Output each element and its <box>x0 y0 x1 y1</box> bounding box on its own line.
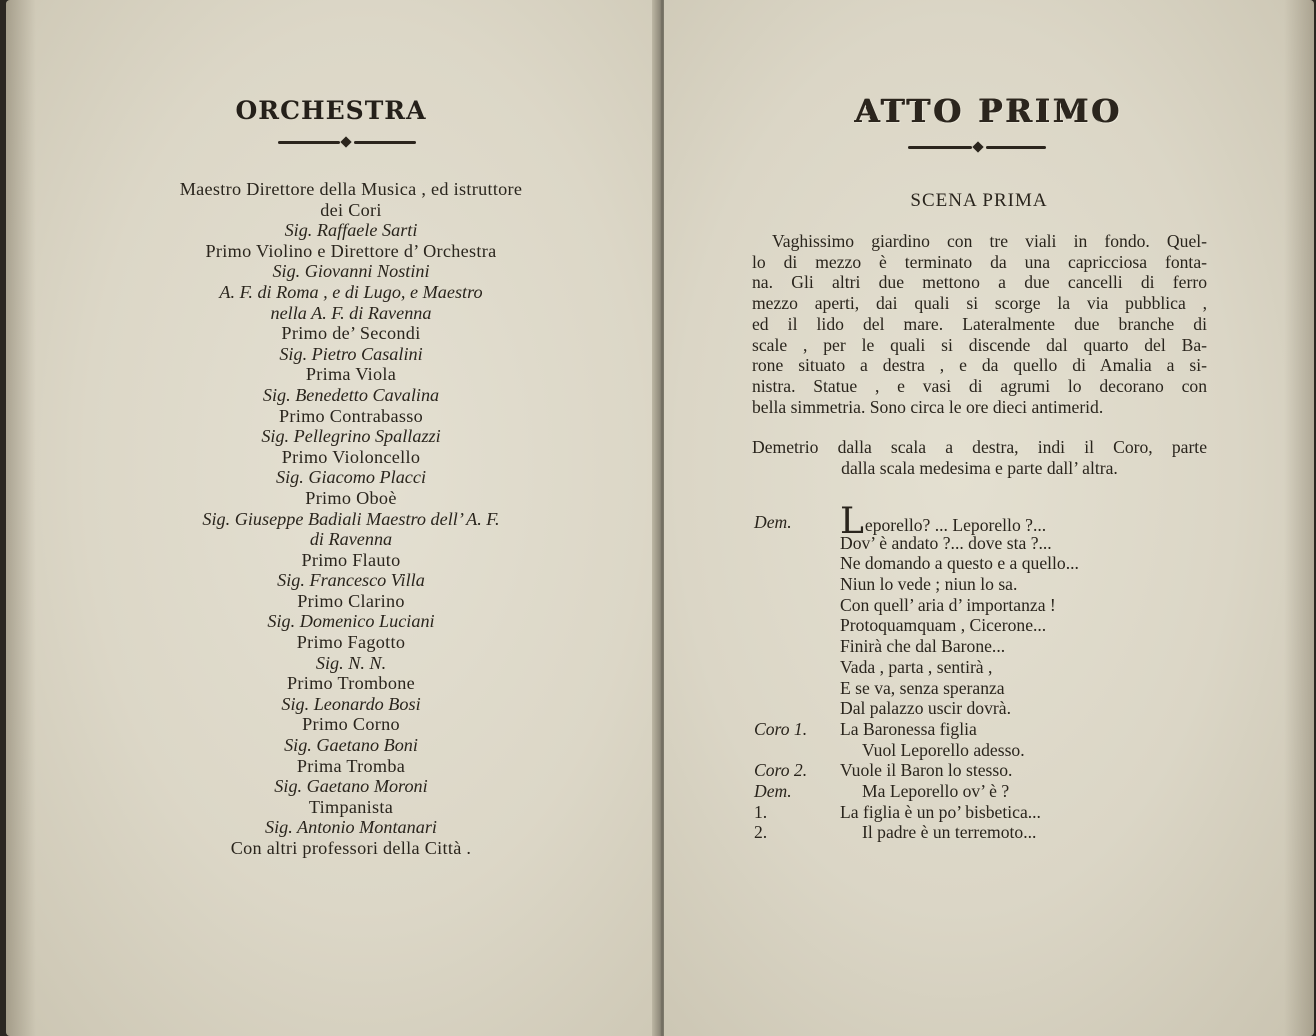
verse-text: E se va, senza speranza <box>840 677 1005 698</box>
dialogue-line <box>754 678 1224 699</box>
drop-cap-letter: L <box>840 501 864 542</box>
orchestra-role: Primo Flauto <box>301 549 401 570</box>
musician-name: Sig. Francesco Villa <box>277 570 425 591</box>
musician-name: Sig. N. N. <box>315 652 387 673</box>
scene-description <box>752 231 1207 417</box>
rule-segment <box>354 141 416 144</box>
verse-text: Niun lo vede ; niun lo sa. <box>840 574 1018 595</box>
entrance-direction <box>752 437 1207 478</box>
orchestra-role: Primo Corno <box>302 714 400 735</box>
musician-name: Sig. Benedetto Cavalina <box>262 384 440 405</box>
musician-name: Sig. Domenico Luciani <box>267 611 435 632</box>
orchestra-role: Primo Contrabasso <box>278 405 424 426</box>
rule-segment <box>278 141 340 144</box>
description-line: Vaghissimo giardino con tre viali in fondo. Quel- <box>772 231 1207 251</box>
orchestra-role: Prima Tromba <box>296 755 406 776</box>
rule-segment <box>908 146 972 149</box>
dialogue-line <box>754 501 1224 542</box>
dialogue-line <box>754 595 1224 616</box>
page-edge-shadow <box>1284 0 1314 1036</box>
dialogue-line <box>754 553 1224 574</box>
speaker-label: 1. <box>754 801 768 822</box>
dialogue-line <box>754 822 1224 843</box>
dialogue-line <box>754 781 1224 802</box>
description-line: bella simmetria. Sono circa le ore dieci antimerid. <box>752 396 1104 417</box>
dialogue-line <box>754 802 1224 823</box>
orchestra-role: Timpanista <box>308 796 394 817</box>
musician-name: Sig. Giuseppe Badiali Maestro dell’ A. F. <box>202 508 500 529</box>
dialogue-line <box>754 657 1224 678</box>
dialogue-line <box>754 533 1224 554</box>
dialogue-line <box>754 719 1224 740</box>
orchestra-role: Primo Fagotto <box>296 632 406 653</box>
dialogue-line <box>754 760 1224 781</box>
musician-name: A. F. di Roma , e di Lugo, e Maestro <box>219 281 483 302</box>
musician-name: Sig. Leonardo Bosi <box>281 693 421 714</box>
musician-name: Sig. Giacomo Placci <box>275 467 426 488</box>
orchestra-staff-list <box>6 179 658 859</box>
verse-text: La Baronessa figlia <box>840 718 977 739</box>
orchestra-role: Primo Violino e Direttore d’ Orchestra <box>205 240 497 261</box>
dialogue-line <box>754 615 1224 636</box>
scene-title: SCENA PRIMA <box>910 190 1048 211</box>
entrance-line: Demetrio dalla scala a destra, indi il Coro, parte <box>752 437 1207 457</box>
speaker-label: Coro 2. <box>754 760 808 781</box>
description-line: nistra. Statue , e vasi di agrumi lo decorano con <box>752 375 1207 396</box>
orchestra-role: Con altri professori della Città . <box>230 838 472 858</box>
description-line: rone situato a destra , e da quello di Amalia a si- <box>752 355 1207 376</box>
dialogue-block <box>754 501 1224 843</box>
musician-name: Sig. Antonio Montanari <box>265 817 437 838</box>
verse-text: Dal palazzo uscir dovrà. <box>840 698 1011 719</box>
entrance-line: dalla scala medesima e parte dall’ altra. <box>841 457 1118 478</box>
verse-text: Ma Leporello ov’ è ? <box>862 780 1010 801</box>
dialogue-line <box>754 574 1224 595</box>
dialogue-line <box>754 636 1224 657</box>
speaker-label: Dem. <box>754 512 792 532</box>
right-page <box>664 0 1314 1036</box>
rule-ornament <box>340 136 351 147</box>
speaker-label: Coro 1. <box>754 718 808 739</box>
rule-segment <box>986 146 1046 149</box>
verse-text: Vuole il Baron lo stesso. <box>840 760 1013 781</box>
verse-text: Dov’ è andato ?... dove sta ?... <box>840 532 1052 553</box>
left-page <box>6 0 658 1036</box>
orchestra-role: Primo Trombone <box>286 673 415 694</box>
description-line: na. Gli altri due mettono a due cancelli di ferro <box>752 272 1207 293</box>
musician-name: Sig. Pellegrino Spallazzi <box>261 426 441 447</box>
verse-text: Il padre è un terremoto... <box>862 822 1037 843</box>
orchestra-role: Prima Viola <box>305 364 397 385</box>
speaker-label: Dem. <box>754 780 792 801</box>
description-line: lo di mezzo è terminato da una capricciosa fonta- <box>752 251 1207 272</box>
verse-text: Vada , parta , sentirà , <box>840 656 993 677</box>
description-line: ed il lido del mare. Lateralmente due branche di <box>752 313 1207 334</box>
dialogue-line <box>754 740 1224 761</box>
verse-text: Con quell’ aria d’ importanza ! <box>840 594 1056 615</box>
musician-name: di Ravenna <box>309 529 393 550</box>
verse-text-rest: eporello? ... Leporello ?... <box>864 515 1047 535</box>
dialogue-line <box>754 698 1224 719</box>
orchestra-role: Primo de’ Secondi <box>281 323 421 344</box>
musician-name: nella A. F. di Ravenna <box>270 302 432 323</box>
orchestra-role: Primo Violoncello <box>281 446 421 467</box>
speaker-label: 2. <box>754 822 768 843</box>
description-line: scale , per le quali si discende dal quarto del Ba- <box>752 334 1207 355</box>
verse-text: Ne domando a questo e a quello... <box>840 553 1079 574</box>
verse-text: Vuol Leporello adesso. <box>862 739 1025 760</box>
orchestra-role: Primo Clarino <box>297 590 405 611</box>
musician-name: Sig. Gaetano Boni <box>284 735 418 756</box>
description-line: mezzo aperti, dai quali si scorge la via pubblica , <box>752 293 1207 314</box>
verse-text: Protoquamquam , Cicerone... <box>840 615 1047 636</box>
orchestra-heading: ORCHESTRA <box>235 96 427 125</box>
orchestra-role: Maestro Direttore della Musica , ed istruttore <box>179 179 523 199</box>
verse-text: Finirà che dal Barone... <box>840 636 1006 657</box>
verse-text: La figlia è un po’ bisbetica... <box>840 801 1041 822</box>
musician-name: Sig. Gaetano Moroni <box>274 776 428 797</box>
musician-name: Sig. Giovanni Nostini <box>272 261 430 282</box>
act-heading: ATTO PRIMO <box>855 92 1123 130</box>
orchestra-role: Primo Oboè <box>305 487 397 508</box>
musician-name: Sig. Raffaele Sarti <box>284 220 418 241</box>
musician-name: Sig. Pietro Casalini <box>279 343 423 364</box>
orchestra-role: dei Cori <box>320 199 382 220</box>
rule-ornament <box>972 141 983 152</box>
